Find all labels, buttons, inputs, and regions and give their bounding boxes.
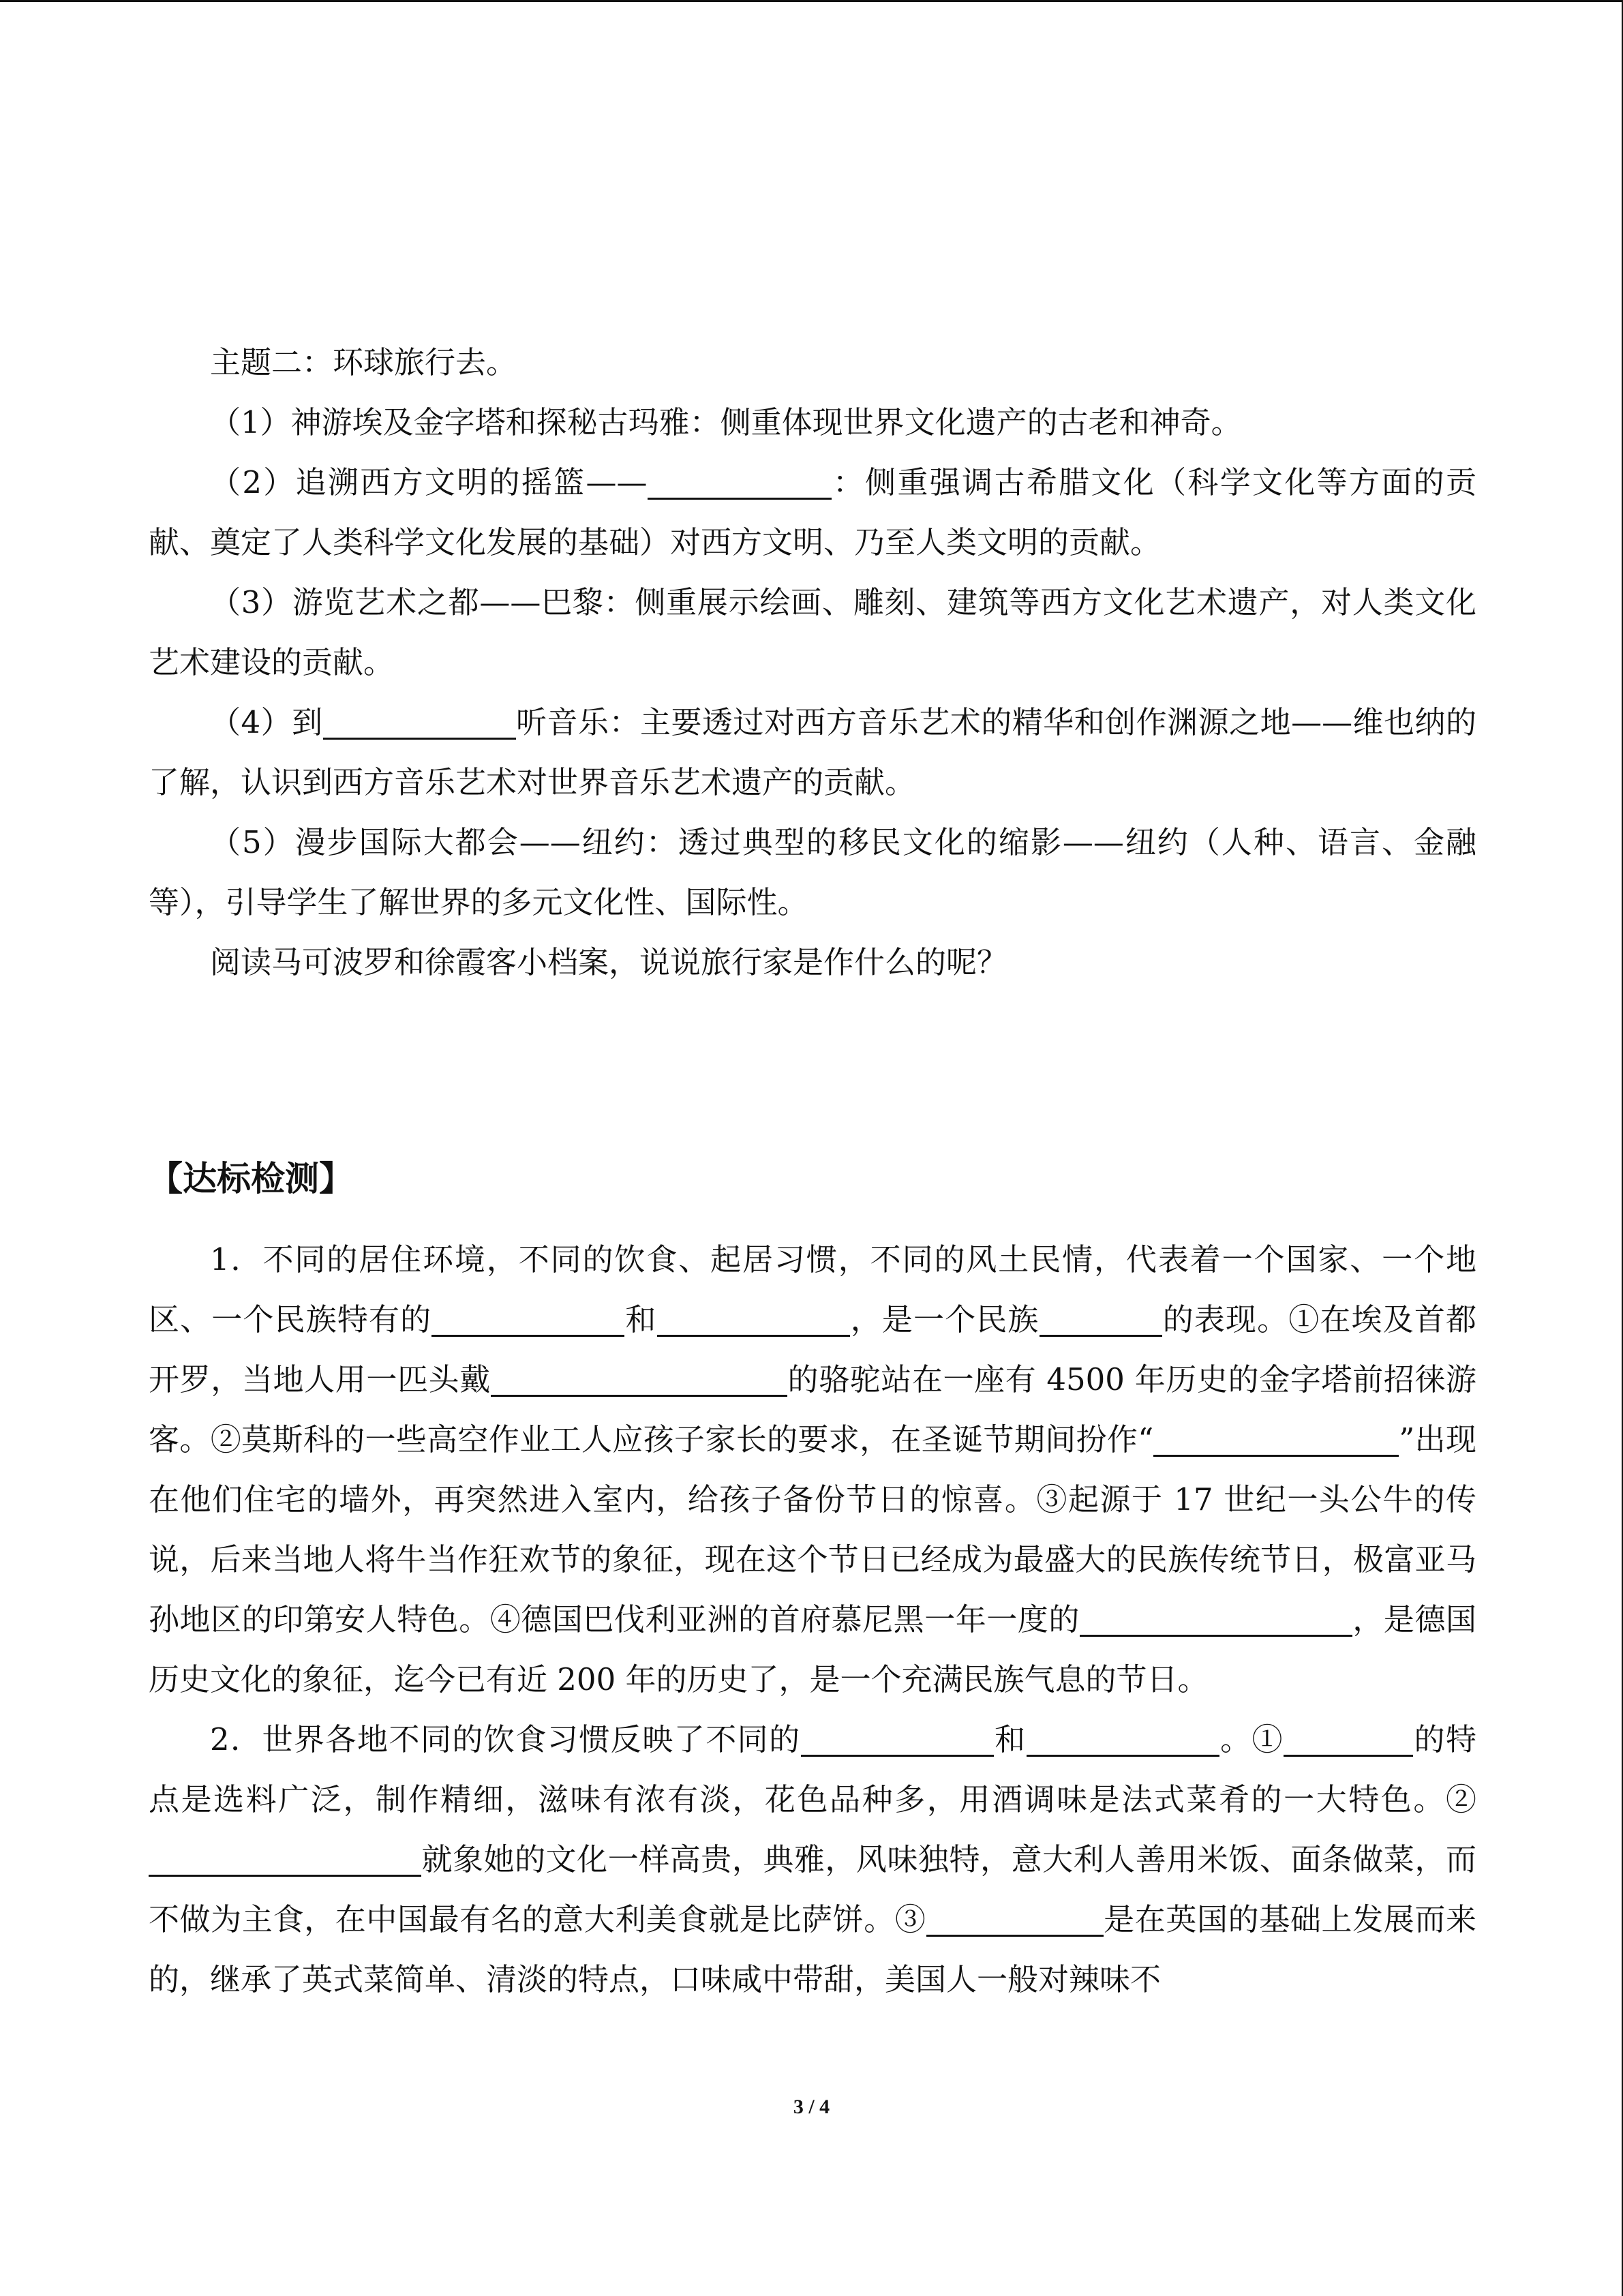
q2-text-2: 和 bbox=[993, 1721, 1027, 1757]
theme-item-5: （5）漫步国际大都会——纽约：透过典型的移民文化的缩影——纽约（人种、语言、金融等），引导学生了解世界的多元文化性、国际性。 bbox=[149, 824, 1476, 920]
q1-text-4: 的表现。①在埃及首都开罗，当地人用一匹头戴 bbox=[149, 1301, 1476, 1398]
section-gap bbox=[149, 993, 1476, 1148]
theme-item-4-start: （4）到 bbox=[210, 704, 323, 740]
theme-item-2-start: （2）追溯西方文明的摇篮—— bbox=[210, 464, 648, 500]
q1-text-2: 和 bbox=[624, 1301, 657, 1338]
q1-text-7: ，是德国历史文化的象征，迄今已有近 200 年的历史了，是一个充满民族气息的节日。 bbox=[149, 1601, 1476, 1697]
fill-blank[interactable] bbox=[323, 702, 516, 740]
fill-blank[interactable] bbox=[1153, 1419, 1399, 1457]
theme-title: 主题二：环球旅行去。 bbox=[210, 344, 517, 380]
fill-blank[interactable] bbox=[431, 1299, 624, 1337]
theme-item-3: （3）游览艺术之都——巴黎：侧重展示绘画、雕刻、建筑等西方文化艺术遗产，对人类文化艺术建设的贡献。 bbox=[149, 584, 1476, 680]
q2-text-6: 是在英国的基础上发展而来的，继承了英式菜简单、清淡的特点，口味咸中带甜，美国人一般对辣味不 bbox=[149, 1901, 1476, 1997]
section-heading: 【达标检测】 bbox=[149, 1159, 353, 1198]
question-2 bbox=[149, 1710, 1476, 2010]
fill-blank[interactable] bbox=[491, 1359, 787, 1397]
fill-blank[interactable] bbox=[926, 1899, 1104, 1937]
page-number: 3 / 4 bbox=[793, 2096, 830, 2118]
q2-text-5: 就象她的文化一样高贵，典雅，风味独特，意大利人善用米饭、面条做菜，而不做为主食，在中国最有名的意大利美食就是比萨饼。③ bbox=[149, 1841, 1476, 1937]
q2-text-1: 2．世界各地不同的饮食习惯反映了不同的 bbox=[210, 1721, 801, 1757]
question-1 bbox=[149, 1230, 1476, 1710]
theme-item-2-end: ：侧重强调古希腊文化（科学文化等方面的贡献、奠定了人类科学文化发展的基础）对西方文明、乃至人类文明的贡献。 bbox=[149, 464, 1476, 560]
q2-text-3: 。① bbox=[1219, 1721, 1284, 1757]
theme-reading-prompt: 阅读马可波罗和徐霞客小档案，说说旅行家是作什么的呢？ bbox=[210, 944, 1008, 980]
q1-text-1: 1．不同的居住环境，不同的饮食、起居习惯，不同的风土民情，代表着一个国家、一个地区、一个民族特有的 bbox=[149, 1241, 1476, 1338]
q1-text-3: ，是一个民族 bbox=[849, 1301, 1040, 1338]
fill-blank[interactable] bbox=[657, 1299, 850, 1337]
fill-blank[interactable] bbox=[801, 1719, 994, 1757]
fill-blank[interactable] bbox=[1027, 1719, 1219, 1757]
fill-blank[interactable] bbox=[1040, 1299, 1162, 1337]
fill-blank[interactable] bbox=[648, 462, 832, 500]
theme-item-1: （1）神游埃及金字塔和探秘古玛雅：侧重体现世界文化遗产的古老和神奇。 bbox=[210, 404, 1242, 440]
fill-blank[interactable] bbox=[149, 1839, 421, 1877]
fill-blank[interactable] bbox=[1284, 1719, 1413, 1757]
theme-item-4 bbox=[149, 693, 1476, 813]
q2-text-4: 的特点是选料广泛，制作精细，滋味有浓有淡，花色品种多，用酒调味是法式菜肴的一大特色。② bbox=[149, 1721, 1476, 1817]
theme-item-2 bbox=[149, 453, 1476, 573]
q1-text-5: 的骆驼站在一座有 4500 年历史的金字塔前招徕游客。②莫斯科的一些高空作业工人应孩子家长的要求，在圣诞节期间扮作“ bbox=[149, 1361, 1476, 1457]
theme-item-4-end: 听音乐：主要透过对西方音乐艺术的精华和创作渊源之地——维也纳的了解，认识到西方音乐艺术对世界音乐艺术遗产的贡献。 bbox=[149, 704, 1476, 800]
document-body bbox=[149, 333, 1476, 2010]
q1-text-6: ”出现在他们住宅的墙外，再突然进入室内，给孩子备份节日的惊喜。③起源于 17 世纪一头公牛的传说，后来当地人将牛当作狂欢节的象征，现在这个节日已经成为最盛大的民族传统节日，极富亚马孙地区的印第安人特色。④德国巴伐利亚洲的首府慕尼黑一年一度的 bbox=[149, 1421, 1476, 1637]
fill-blank[interactable] bbox=[1080, 1599, 1352, 1637]
